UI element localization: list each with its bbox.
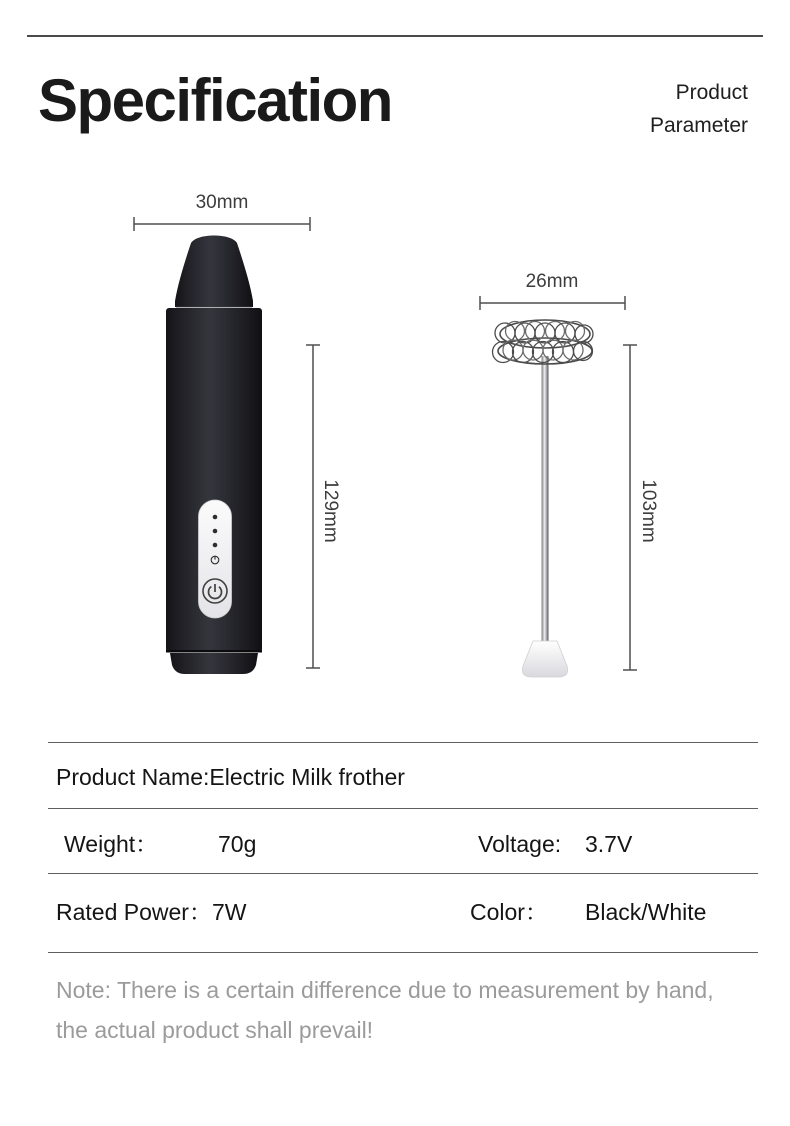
product-name-row (56, 762, 405, 792)
frother-width-dimension: 30mm (195, 192, 249, 213)
weight-label: Weight： (64, 831, 159, 857)
whisk-width-dimension: 26mm (525, 271, 579, 292)
frother-height-dimension: 129mm (320, 479, 341, 543)
table-line-1 (48, 742, 758, 743)
rated-power-label: Rated Power： (56, 899, 212, 925)
note-line-1: Note: There is a certain difference due to measurement by hand, (56, 977, 714, 1003)
product-name-value: Electric Milk frother (209, 764, 405, 790)
subtitle-line-1: Product (675, 81, 748, 104)
subtitle-line-2: Parameter (649, 114, 748, 137)
page-title: Specification (38, 67, 392, 134)
note-line-2: the actual product shall prevail! (56, 1017, 374, 1043)
note-text (56, 970, 746, 1050)
color-value: Black/White (585, 899, 707, 925)
product-name-label: Product Name: (56, 764, 210, 790)
rated-power-value: 7W (212, 899, 247, 925)
table-line-3 (48, 873, 758, 874)
weight-value: 70g (218, 831, 257, 857)
color-label: Color： (470, 899, 548, 925)
table-line-2 (48, 808, 758, 809)
voltage-label: Voltage: (478, 831, 562, 857)
table-line-4 (48, 952, 758, 953)
voltage-value: 3.7V (585, 831, 633, 857)
whisk-height-dimension: 103mm (638, 479, 659, 543)
